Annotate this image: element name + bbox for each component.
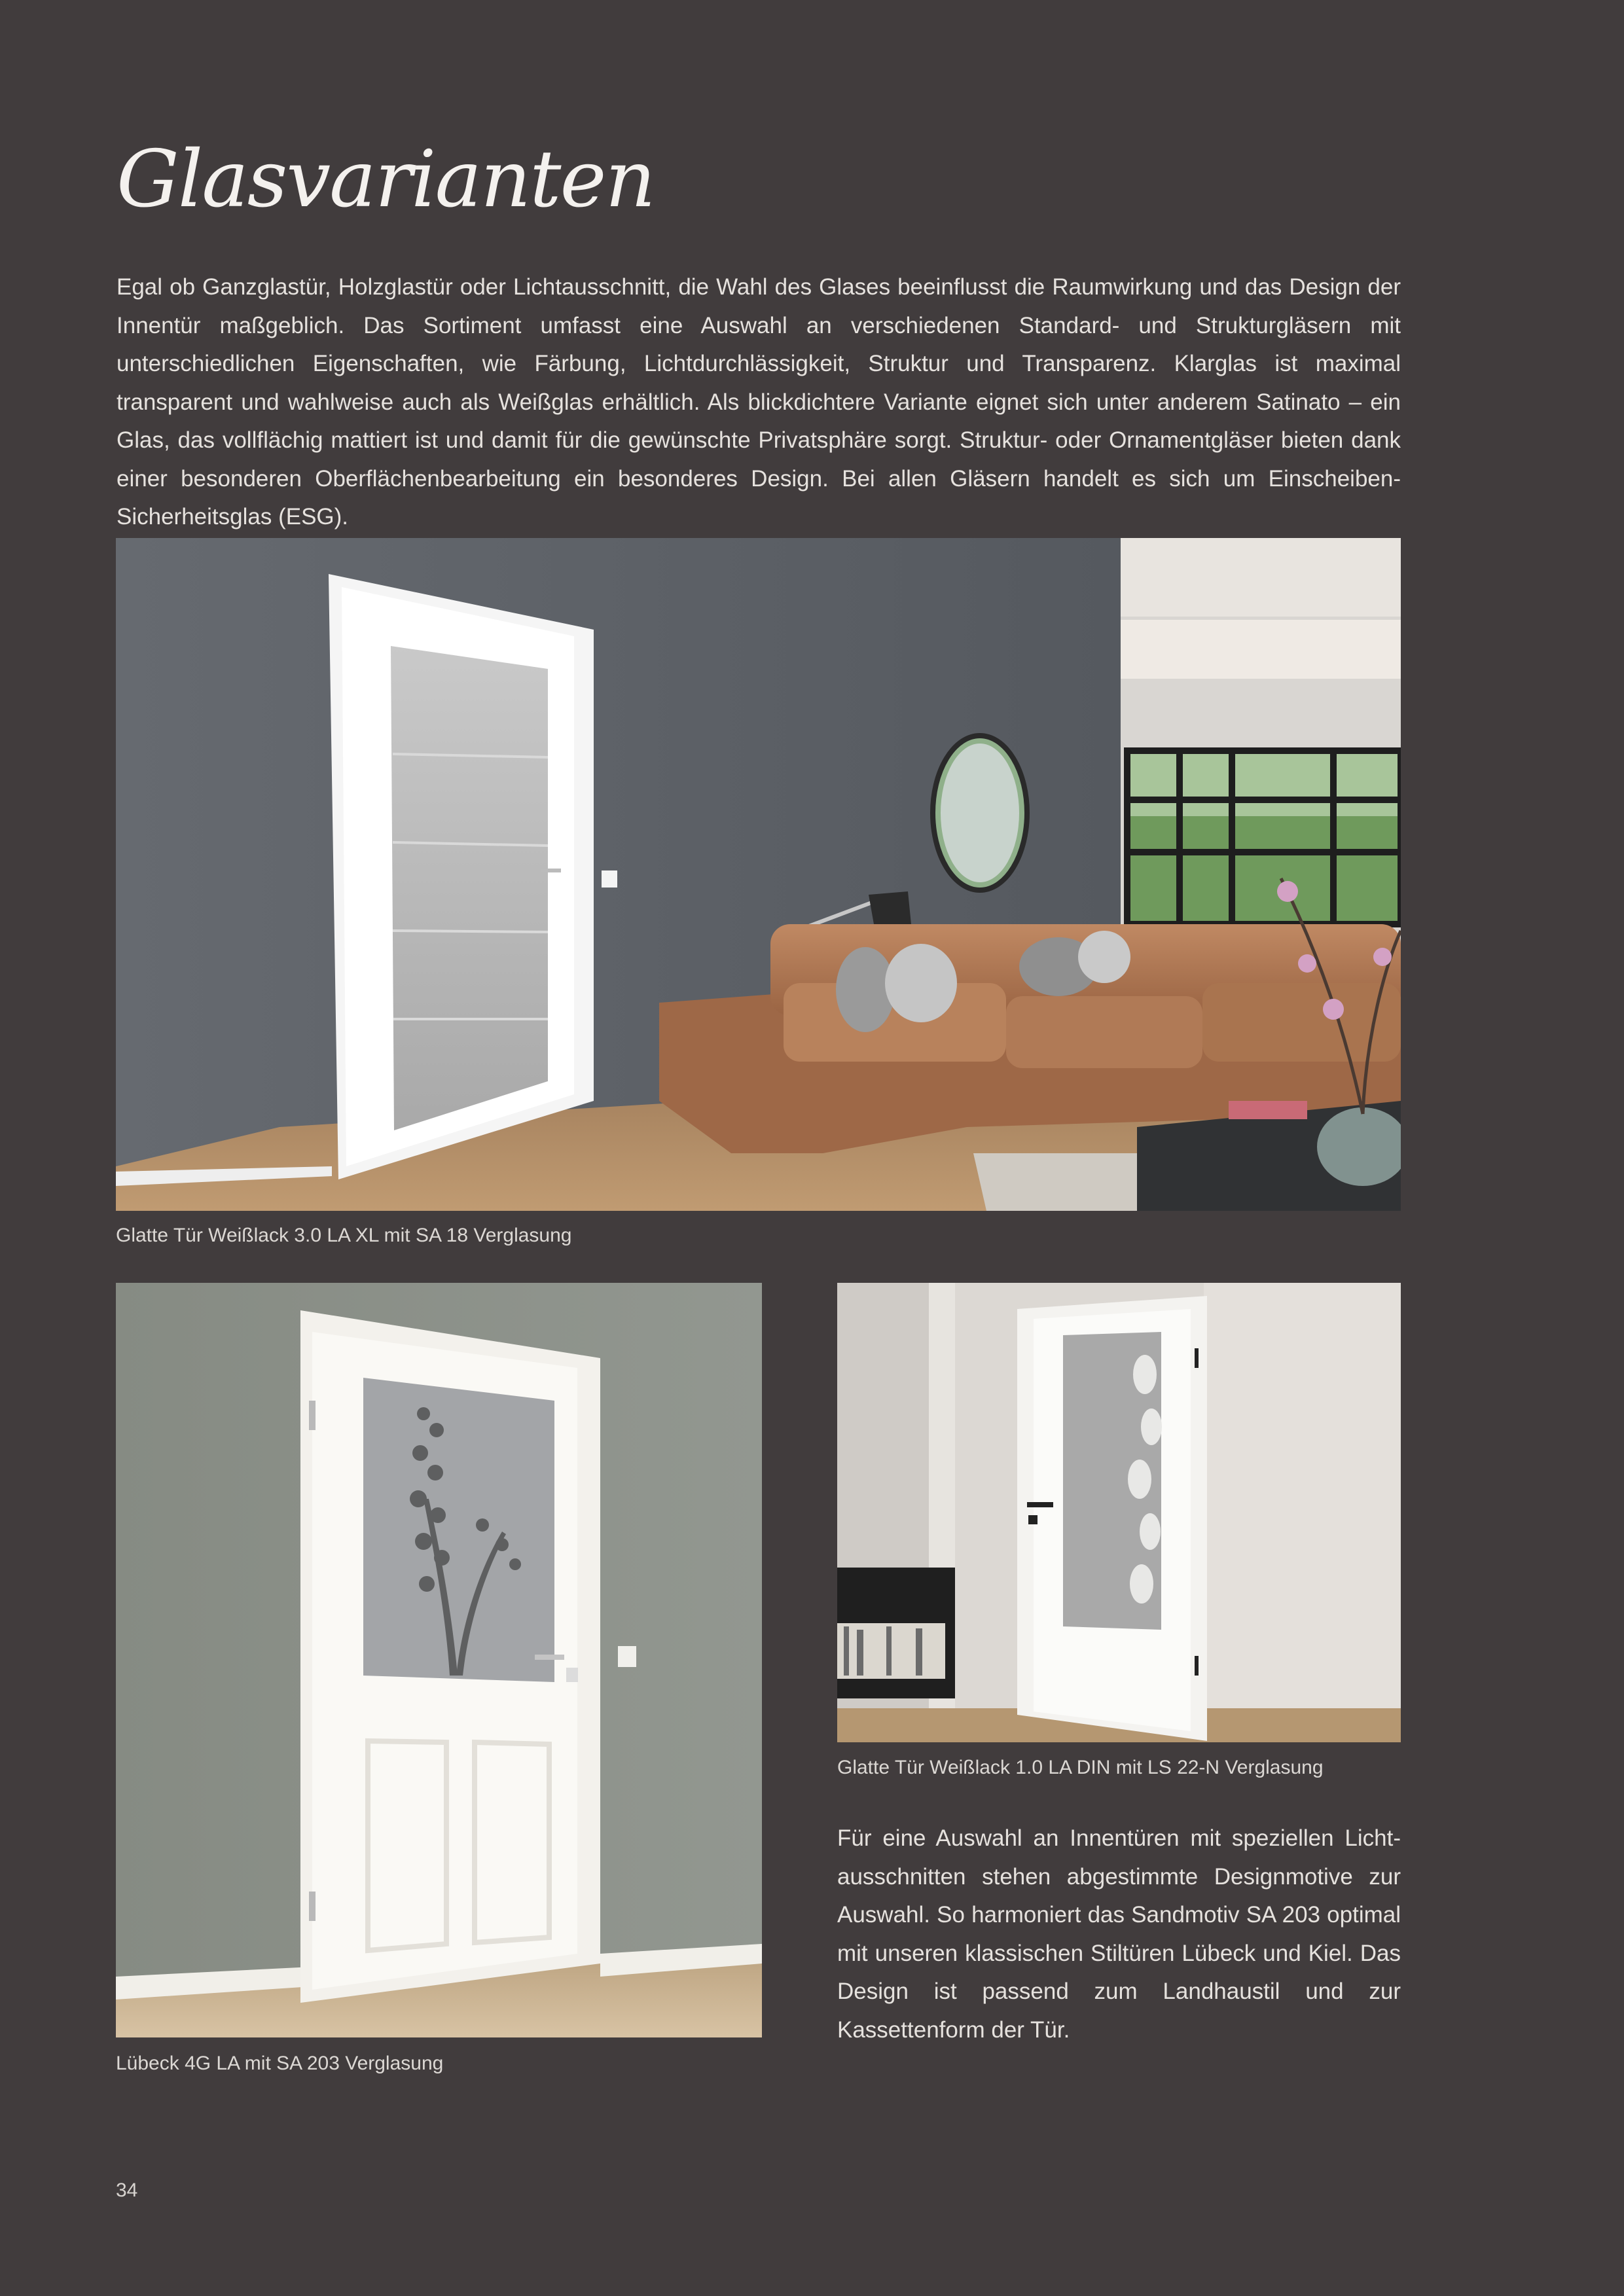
page-number: 34 (116, 2179, 138, 2201)
white-door-illustration (837, 1283, 1401, 1742)
side-paragraph: Für eine Auswahl an Innentüren mit speziellen Lichtausschnitten stehen abgestimmte Designmotive zur Auswahl. So harmoniert das Sandmotiv SA 203 optimal mit unseren klassischen Stiltüren Lübeck und Kiel. Das Design ist passend zum Landhaustil und zur Kassettenform der Tür. (837, 1825, 1401, 2043)
living-room-caption: Glatte Tür Weißlack 3.0 LA XL mit SA 18 Verglasung (116, 1225, 572, 1246)
white-door-photo (837, 1283, 1401, 1742)
living-room-photo (116, 538, 1401, 1211)
luebeck-caption: Lübeck 4G LA mit SA 203 Verglasung (116, 2053, 444, 2074)
page-title: Glasvarianten (117, 134, 655, 225)
luebeck-door-photo (116, 1283, 762, 2037)
living-room-illustration (116, 538, 1401, 1211)
intro-paragraph: Egal ob Ganzglastür, Holzglastür oder Lichtausschnitt, die Wahl des Glases beeinflusst die Raumwirkung und das Design der Innentür maßgeblich. Das Sortiment umfasst eine Auswahl an verschiedenen Standard- und Strukturgläsern mit unterschiedlichen Eigenschaften, wie Färbung, Lichtdurchlässigkeit, Struktur und Transparenz. Klarglas ist maximal transparent und wahlweise auch als Weißglas erhältlich. Als blickdichtere Variante eignet sich unter anderem Satinato – ein Glas, das vollflächig mattiert ist und damit für die gewünschte Privatsphäre sorgt. Struktur- oder Ornamentgläser bieten dank einer besonderen Oberflächenbearbeitung ein besonderes Design. Bei allen Gläsern handelt es sich um Einscheiben-Sicherheitsglas (ESG). (117, 274, 1401, 529)
luebeck-door-illustration (116, 1283, 762, 2037)
white-door-caption: Glatte Tür Weißlack 1.0 LA DIN mit LS 22-N Verglasung (837, 1757, 1324, 1778)
